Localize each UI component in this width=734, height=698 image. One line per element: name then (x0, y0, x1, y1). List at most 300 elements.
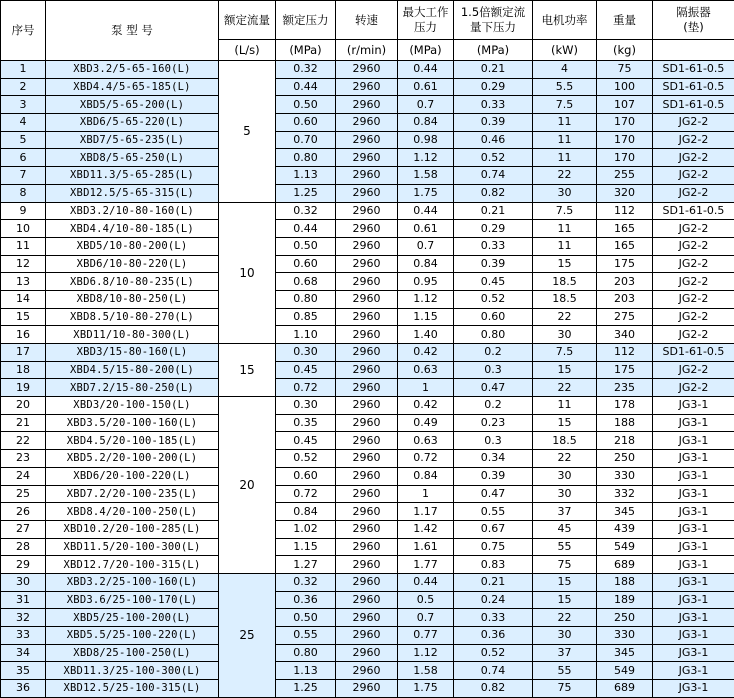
row-speed: 2960 (336, 556, 398, 574)
row-isolator: SD1-61-0.5 (653, 202, 734, 220)
row-seq: 14 (1, 290, 46, 308)
row-weight: 250 (597, 609, 653, 627)
row-pressure: 0.45 (276, 361, 336, 379)
row-isolator: JG2-2 (653, 114, 734, 132)
row-seq: 6 (1, 149, 46, 167)
row-max-pressure: 1.61 (398, 538, 454, 556)
row-max-pressure: 1.15 (398, 308, 454, 326)
row-weight: 218 (597, 432, 653, 450)
row-weight: 330 (597, 467, 653, 485)
row-isolator: JG3-1 (653, 662, 734, 680)
row-pressure: 0.45 (276, 432, 336, 450)
row-model: XBD7.2/20-100-235(L) (46, 485, 219, 503)
row-seq: 13 (1, 273, 46, 291)
row-weight: 235 (597, 379, 653, 397)
row-seq: 19 (1, 379, 46, 397)
row-power: 30 (533, 326, 597, 344)
table-row (1, 591, 734, 609)
row-pressure: 1.15 (276, 538, 336, 556)
row-model: XBD12.5/5-65-315(L) (46, 184, 219, 202)
flow-group-value: 5 (219, 61, 276, 203)
row-isolator: JG3-1 (653, 503, 734, 521)
row-max-pressure: 0.63 (398, 432, 454, 450)
row-weight: 203 (597, 290, 653, 308)
row-model: XBD12.7/20-100-315(L) (46, 556, 219, 574)
row-weight: 170 (597, 131, 653, 149)
row-isolator: JG2-2 (653, 131, 734, 149)
row-p15-pressure: 0.67 (454, 520, 533, 538)
row-p15-pressure: 0.74 (454, 662, 533, 680)
row-weight: 165 (597, 220, 653, 238)
row-pressure: 1.25 (276, 680, 336, 698)
table-row (1, 78, 734, 96)
row-p15-pressure: 0.52 (454, 644, 533, 662)
row-speed: 2960 (336, 520, 398, 538)
row-max-pressure: 1.12 (398, 644, 454, 662)
row-weight: 250 (597, 450, 653, 468)
row-max-pressure: 1.75 (398, 184, 454, 202)
row-p15-pressure: 0.60 (454, 308, 533, 326)
header-power: 电机功率 (533, 1, 597, 40)
row-isolator: JG3-1 (653, 450, 734, 468)
row-speed: 2960 (336, 450, 398, 468)
row-model: XBD8.5/10-80-270(L) (46, 308, 219, 326)
row-power: 45 (533, 520, 597, 538)
row-seq: 25 (1, 485, 46, 503)
table-row (1, 96, 734, 114)
row-power: 11 (533, 220, 597, 238)
row-seq: 2 (1, 78, 46, 96)
row-pressure: 1.10 (276, 326, 336, 344)
header-p15-unit: (MPa) (454, 40, 533, 61)
row-max-pressure: 1.12 (398, 290, 454, 308)
row-weight: 255 (597, 167, 653, 185)
row-pressure: 0.68 (276, 273, 336, 291)
table-row (1, 609, 734, 627)
row-weight: 107 (597, 96, 653, 114)
table-row (1, 432, 734, 450)
row-pressure: 0.44 (276, 78, 336, 96)
row-p15-pressure: 0.47 (454, 379, 533, 397)
row-model: XBD11/10-80-300(L) (46, 326, 219, 344)
row-isolator: JG2-2 (653, 326, 734, 344)
row-power: 5.5 (533, 78, 597, 96)
flow-group-value: 20 (219, 397, 276, 574)
row-power: 15 (533, 361, 597, 379)
table-row (1, 680, 734, 698)
row-weight: 340 (597, 326, 653, 344)
row-isolator: JG3-1 (653, 538, 734, 556)
row-power: 15 (533, 255, 597, 273)
table-row (1, 397, 734, 415)
row-isolator: JG3-1 (653, 520, 734, 538)
table-row (1, 556, 734, 574)
row-power: 30 (533, 467, 597, 485)
row-speed: 2960 (336, 237, 398, 255)
row-pressure: 0.30 (276, 397, 336, 415)
row-max-pressure: 0.61 (398, 78, 454, 96)
row-speed: 2960 (336, 273, 398, 291)
row-p15-pressure: 0.39 (454, 467, 533, 485)
row-pressure: 0.32 (276, 573, 336, 591)
table-row (1, 131, 734, 149)
row-isolator: JG2-2 (653, 167, 734, 185)
row-isolator: JG2-2 (653, 237, 734, 255)
row-isolator: JG3-1 (653, 556, 734, 574)
row-p15-pressure: 0.83 (454, 556, 533, 574)
row-weight: 203 (597, 273, 653, 291)
row-power: 22 (533, 308, 597, 326)
row-isolator: JG3-1 (653, 591, 734, 609)
row-pressure: 0.72 (276, 485, 336, 503)
row-speed: 2960 (336, 538, 398, 556)
row-model: XBD4.5/15-80-200(L) (46, 361, 219, 379)
row-speed: 2960 (336, 397, 398, 415)
row-seq: 7 (1, 167, 46, 185)
row-model: XBD4.4/10-80-185(L) (46, 220, 219, 238)
header-flow: 额定流量 (219, 1, 276, 40)
row-isolator: JG3-1 (653, 573, 734, 591)
header-speed: 转速 (336, 1, 398, 40)
row-speed: 2960 (336, 627, 398, 645)
row-weight: 332 (597, 485, 653, 503)
row-speed: 2960 (336, 591, 398, 609)
table-row (1, 308, 734, 326)
table-row (1, 414, 734, 432)
row-power: 30 (533, 184, 597, 202)
table-row (1, 149, 734, 167)
row-speed: 2960 (336, 114, 398, 132)
row-model: XBD8/25-100-250(L) (46, 644, 219, 662)
row-p15-pressure: 0.45 (454, 273, 533, 291)
row-seq: 21 (1, 414, 46, 432)
row-model: XBD6/20-100-220(L) (46, 467, 219, 485)
table-row (1, 273, 734, 291)
row-pressure: 0.70 (276, 131, 336, 149)
row-model: XBD3.5/20-100-160(L) (46, 414, 219, 432)
row-max-pressure: 0.63 (398, 361, 454, 379)
row-pressure: 1.02 (276, 520, 336, 538)
header-seq: 序号 (1, 1, 46, 61)
header-weight: 重量 (597, 1, 653, 40)
row-max-pressure: 0.7 (398, 609, 454, 627)
table-row (1, 184, 734, 202)
row-p15-pressure: 0.24 (454, 591, 533, 609)
table-row (1, 361, 734, 379)
row-power: 15 (533, 591, 597, 609)
row-model: XBD5.2/20-100-200(L) (46, 450, 219, 468)
row-seq: 1 (1, 61, 46, 79)
row-seq: 31 (1, 591, 46, 609)
row-p15-pressure: 0.3 (454, 361, 533, 379)
table-row (1, 520, 734, 538)
header-isolator: 隔振器 (垫) (653, 1, 734, 40)
table-row (1, 467, 734, 485)
row-pressure: 0.36 (276, 591, 336, 609)
row-seq: 33 (1, 627, 46, 645)
row-seq: 35 (1, 662, 46, 680)
row-model: XBD3.2/5-65-160(L) (46, 61, 219, 79)
row-seq: 17 (1, 344, 46, 362)
row-speed: 2960 (336, 149, 398, 167)
row-p15-pressure: 0.55 (454, 503, 533, 521)
row-speed: 2960 (336, 308, 398, 326)
row-seq: 5 (1, 131, 46, 149)
row-isolator: JG2-2 (653, 308, 734, 326)
row-max-pressure: 0.84 (398, 467, 454, 485)
header-max-pressure-unit: (MPa) (398, 40, 454, 61)
row-weight: 549 (597, 662, 653, 680)
row-power: 11 (533, 114, 597, 132)
table-row (1, 202, 734, 220)
table-row (1, 220, 734, 238)
row-seq: 20 (1, 397, 46, 415)
row-p15-pressure: 0.82 (454, 680, 533, 698)
row-max-pressure: 0.77 (398, 627, 454, 645)
row-power: 7.5 (533, 202, 597, 220)
row-power: 55 (533, 662, 597, 680)
row-weight: 330 (597, 627, 653, 645)
row-weight: 175 (597, 361, 653, 379)
row-model: XBD6/5-65-220(L) (46, 114, 219, 132)
header-p15: 1.5倍额定流 量下压力 (454, 1, 533, 40)
row-p15-pressure: 0.74 (454, 167, 533, 185)
row-model: XBD3/20-100-150(L) (46, 397, 219, 415)
row-speed: 2960 (336, 485, 398, 503)
row-max-pressure: 1.58 (398, 167, 454, 185)
table-row (1, 379, 734, 397)
row-weight: 175 (597, 255, 653, 273)
row-seq: 8 (1, 184, 46, 202)
row-power: 75 (533, 556, 597, 574)
row-seq: 30 (1, 573, 46, 591)
row-max-pressure: 0.44 (398, 573, 454, 591)
row-seq: 28 (1, 538, 46, 556)
row-p15-pressure: 0.80 (454, 326, 533, 344)
flow-group-value: 15 (219, 344, 276, 397)
row-model: XBD4.4/5-65-185(L) (46, 78, 219, 96)
row-power: 15 (533, 414, 597, 432)
header-model: 泵 型 号 (46, 1, 219, 61)
row-power: 30 (533, 485, 597, 503)
row-seq: 22 (1, 432, 46, 450)
row-pressure: 0.44 (276, 220, 336, 238)
row-model: XBD3.6/25-100-170(L) (46, 591, 219, 609)
row-max-pressure: 0.44 (398, 202, 454, 220)
table-row (1, 326, 734, 344)
row-weight: 689 (597, 556, 653, 574)
row-pressure: 0.50 (276, 237, 336, 255)
row-model: XBD3.2/25-100-160(L) (46, 573, 219, 591)
row-power: 30 (533, 627, 597, 645)
row-max-pressure: 0.7 (398, 96, 454, 114)
table-row (1, 485, 734, 503)
row-pressure: 0.60 (276, 467, 336, 485)
row-p15-pressure: 0.52 (454, 149, 533, 167)
row-model: XBD5/10-80-200(L) (46, 237, 219, 255)
row-max-pressure: 0.42 (398, 344, 454, 362)
row-isolator: JG2-2 (653, 184, 734, 202)
row-max-pressure: 0.42 (398, 397, 454, 415)
row-speed: 2960 (336, 131, 398, 149)
row-isolator: JG3-1 (653, 432, 734, 450)
row-p15-pressure: 0.46 (454, 131, 533, 149)
table-row (1, 662, 734, 680)
row-p15-pressure: 0.3 (454, 432, 533, 450)
row-speed: 2960 (336, 680, 398, 698)
row-max-pressure: 0.98 (398, 131, 454, 149)
row-max-pressure: 0.95 (398, 273, 454, 291)
row-pressure: 0.80 (276, 644, 336, 662)
table-row (1, 538, 734, 556)
header-max-pressure: 最大工作 压力 (398, 1, 454, 40)
row-max-pressure: 0.5 (398, 591, 454, 609)
row-pressure: 0.35 (276, 414, 336, 432)
row-power: 22 (533, 609, 597, 627)
row-power: 11 (533, 237, 597, 255)
row-power: 75 (533, 680, 597, 698)
row-speed: 2960 (336, 361, 398, 379)
row-pressure: 0.30 (276, 344, 336, 362)
row-weight: 112 (597, 202, 653, 220)
row-p15-pressure: 0.39 (454, 255, 533, 273)
flow-group-value: 25 (219, 573, 276, 697)
row-power: 18.5 (533, 432, 597, 450)
row-isolator: SD1-61-0.5 (653, 78, 734, 96)
row-power: 37 (533, 503, 597, 521)
row-seq: 4 (1, 114, 46, 132)
row-model: XBD11.3/25-100-300(L) (46, 662, 219, 680)
row-speed: 2960 (336, 96, 398, 114)
row-model: XBD12.5/25-100-315(L) (46, 680, 219, 698)
header-power-unit: (kW) (533, 40, 597, 61)
table-row (1, 627, 734, 645)
row-model: XBD5/5-65-200(L) (46, 96, 219, 114)
row-isolator: JG3-1 (653, 414, 734, 432)
row-speed: 2960 (336, 255, 398, 273)
row-weight: 549 (597, 538, 653, 556)
row-seq: 26 (1, 503, 46, 521)
row-max-pressure: 1.75 (398, 680, 454, 698)
row-isolator: JG3-1 (653, 680, 734, 698)
table-row (1, 344, 734, 362)
row-pressure: 0.32 (276, 202, 336, 220)
row-model: XBD7/5-65-235(L) (46, 131, 219, 149)
row-pressure: 1.25 (276, 184, 336, 202)
row-isolator: JG3-1 (653, 397, 734, 415)
row-isolator: JG2-2 (653, 379, 734, 397)
row-pressure: 0.80 (276, 149, 336, 167)
row-speed: 2960 (336, 379, 398, 397)
row-seq: 23 (1, 450, 46, 468)
row-max-pressure: 1 (398, 379, 454, 397)
row-model: XBD11.5/20-100-300(L) (46, 538, 219, 556)
row-pressure: 1.13 (276, 167, 336, 185)
row-max-pressure: 1.12 (398, 149, 454, 167)
row-weight: 345 (597, 644, 653, 662)
row-max-pressure: 1.40 (398, 326, 454, 344)
row-weight: 189 (597, 591, 653, 609)
row-isolator: SD1-61-0.5 (653, 96, 734, 114)
row-power: 7.5 (533, 344, 597, 362)
header-isolator-unit (653, 40, 734, 61)
row-model: XBD5.5/25-100-220(L) (46, 627, 219, 645)
row-weight: 170 (597, 149, 653, 167)
row-max-pressure: 1.58 (398, 662, 454, 680)
row-pressure: 0.50 (276, 609, 336, 627)
row-weight: 100 (597, 78, 653, 96)
table-body (1, 61, 734, 698)
row-seq: 18 (1, 361, 46, 379)
header-speed-unit: (r/min) (336, 40, 398, 61)
table-row (1, 644, 734, 662)
header-pressure-unit: (MPa) (276, 40, 336, 61)
row-p15-pressure: 0.23 (454, 414, 533, 432)
row-weight: 165 (597, 237, 653, 255)
row-model: XBD10.2/20-100-285(L) (46, 520, 219, 538)
table-row (1, 255, 734, 273)
header-pressure: 额定压力 (276, 1, 336, 40)
row-speed: 2960 (336, 414, 398, 432)
row-power: 4 (533, 61, 597, 79)
row-weight: 345 (597, 503, 653, 521)
row-p15-pressure: 0.82 (454, 184, 533, 202)
row-speed: 2960 (336, 662, 398, 680)
header-weight-unit: (kg) (597, 40, 653, 61)
row-seq: 36 (1, 680, 46, 698)
row-isolator: JG3-1 (653, 467, 734, 485)
row-seq: 16 (1, 326, 46, 344)
row-weight: 75 (597, 61, 653, 79)
row-max-pressure: 0.7 (398, 237, 454, 255)
row-seq: 12 (1, 255, 46, 273)
row-speed: 2960 (336, 184, 398, 202)
table-row (1, 114, 734, 132)
row-seq: 24 (1, 467, 46, 485)
row-pressure: 0.32 (276, 61, 336, 79)
row-weight: 188 (597, 573, 653, 591)
row-speed: 2960 (336, 432, 398, 450)
table-row (1, 290, 734, 308)
row-weight: 178 (597, 397, 653, 415)
header-flow-unit: (L/s) (219, 40, 276, 61)
row-power: 55 (533, 538, 597, 556)
row-power: 37 (533, 644, 597, 662)
row-weight: 689 (597, 680, 653, 698)
row-weight: 275 (597, 308, 653, 326)
row-p15-pressure: 0.21 (454, 202, 533, 220)
row-speed: 2960 (336, 78, 398, 96)
row-isolator: JG2-2 (653, 290, 734, 308)
row-p15-pressure: 0.2 (454, 344, 533, 362)
row-p15-pressure: 0.33 (454, 96, 533, 114)
row-isolator: SD1-61-0.5 (653, 344, 734, 362)
row-speed: 2960 (336, 326, 398, 344)
row-max-pressure: 1.17 (398, 503, 454, 521)
row-isolator: SD1-61-0.5 (653, 61, 734, 79)
table-row (1, 450, 734, 468)
row-model: XBD7.2/15-80-250(L) (46, 379, 219, 397)
row-speed: 2960 (336, 644, 398, 662)
row-isolator: JG2-2 (653, 361, 734, 379)
row-power: 22 (533, 379, 597, 397)
row-seq: 11 (1, 237, 46, 255)
row-max-pressure: 0.44 (398, 61, 454, 79)
row-pressure: 1.13 (276, 662, 336, 680)
row-weight: 170 (597, 114, 653, 132)
row-power: 7.5 (533, 96, 597, 114)
row-max-pressure: 1 (398, 485, 454, 503)
